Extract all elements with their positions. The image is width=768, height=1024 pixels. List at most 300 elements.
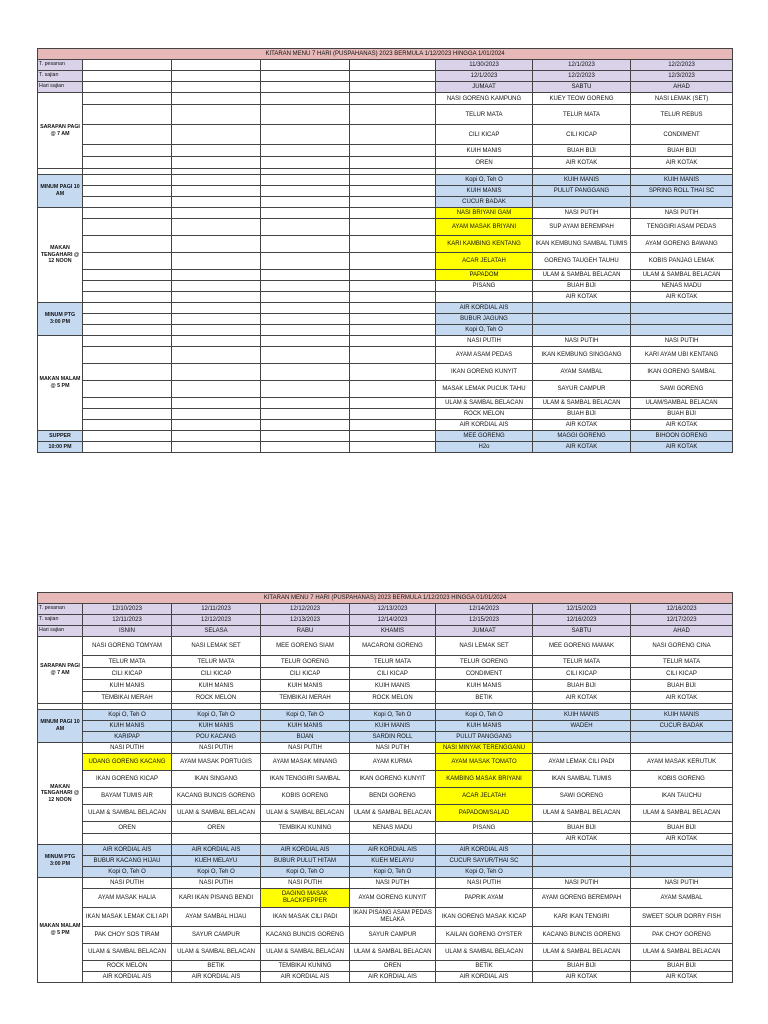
menu-cell: Kopi O, Teh O [436, 867, 533, 878]
menu-cell [533, 732, 631, 743]
menu-row [38, 364, 733, 381]
menu-cell: ULAM & SAMBAL BELACAN [172, 944, 261, 961]
menu-cell [83, 336, 172, 347]
day-row [38, 626, 733, 637]
menu-cell [350, 219, 436, 236]
menu-cell: Kopi O, Teh O [436, 710, 533, 721]
serve-date [83, 71, 172, 82]
menu-cell [350, 292, 436, 303]
menu-cell: KUIH MANIS [533, 175, 631, 186]
menu-cell: PISANG [436, 822, 533, 834]
menu-cell: NASI PUTIH [261, 878, 350, 889]
menu-cell [261, 253, 350, 270]
lunch-section [38, 743, 733, 845]
menu-cell [83, 281, 172, 292]
menu-row [38, 927, 733, 944]
menu-cell: KUIH MANIS [350, 721, 436, 732]
menu-cell: AIR KORDIAL AIS [83, 972, 172, 983]
menu-row [38, 805, 733, 822]
menu-cell: NASI PUTIH [533, 878, 631, 889]
menu-cell [350, 336, 436, 347]
menu-cell [261, 834, 350, 845]
menu-cell: AIR KOTAK [631, 157, 733, 169]
menu-cell: PAK CHOY GORENG [631, 927, 733, 944]
order-date [261, 60, 350, 71]
menu-cell: AIR KOTAK [631, 292, 733, 303]
menu-cell: KUIH MANIS [436, 145, 533, 157]
menu-cell [83, 381, 172, 398]
menu-cell [631, 325, 733, 336]
menu-cell: ROCK MELON [436, 409, 533, 420]
day-name: AHAD [631, 626, 733, 637]
menu-cell: KUIH MANIS [172, 680, 261, 692]
menu-cell [631, 743, 733, 754]
menu-cell: KOBIS PANJAG LEMAK [631, 253, 733, 270]
serve-date: 12/1/2023 [436, 71, 533, 82]
menu-row [38, 867, 733, 878]
menu-cell: BUAH BIJI [631, 145, 733, 157]
menu-cell [350, 186, 436, 197]
menu-cell: Kopi O, Teh O [83, 710, 172, 721]
meal-category-label: SUPPER [38, 431, 83, 442]
menu-cell: KARI AYAM UBI KENTANG [631, 347, 733, 364]
menu-cell: BUAH BIJI [631, 409, 733, 420]
menu-cell: AIR KORDIAL AIS [350, 972, 436, 983]
menu-cell [172, 834, 261, 845]
menu-cell [350, 834, 436, 845]
menu-cell: KAMBING MASAK BRIYANI [436, 771, 533, 788]
menu-cell: ULAM & SAMBAL BELACAN [261, 805, 350, 822]
menu-cell [436, 834, 533, 845]
menu-cell [261, 93, 350, 105]
menu-cell: DAGING MASAK BLACKPEPPER [261, 889, 350, 908]
menu-cell: ULAM & SAMBAL BELACAN [533, 270, 631, 281]
menu-cell: SUP AYAM BEREMPAH [533, 219, 631, 236]
menu-cell: NASI GORENG KAMPUNG [436, 93, 533, 105]
menu-cell: ULAM & SAMBAL BELACAN [533, 944, 631, 961]
menu-cell: AIR KOTAK [533, 442, 631, 453]
meal-category-label: MINUM PTG 3:00 PM [38, 303, 83, 336]
menu-cell: BUAH BIJI [533, 409, 631, 420]
menu-cell: MAGGI GORENG [533, 431, 631, 442]
menu-cell: NASI PUTIH [261, 743, 350, 754]
menu-cell [261, 314, 350, 325]
menu-table-2 [37, 592, 733, 983]
serve-date-row [38, 615, 733, 626]
menu-cell [350, 347, 436, 364]
menu-cell: AIR KOTAK [631, 692, 733, 704]
menu-cell: SAWI GORENG [631, 381, 733, 398]
menu-cell: Kopi O, Teh O [172, 710, 261, 721]
menu-cell: CUCUR BADAK [631, 721, 733, 732]
menu-cell [350, 208, 436, 219]
menu-row [38, 743, 733, 754]
menu-cell: ROCK MELON [83, 961, 172, 972]
menu-cell [172, 253, 261, 270]
menu-cell: BUBUR KACANG HIJAU [83, 856, 172, 867]
menu-cell: TELUR MATA [83, 656, 172, 668]
menu-cell: AYAM GORENG BEREMPAH [533, 889, 631, 908]
day-label: Hari sajian [38, 82, 83, 93]
menu-cell [83, 325, 172, 336]
menu-cell: ULAM & SAMBAL BELACAN [83, 944, 172, 961]
order-date: 12/1/2023 [533, 60, 631, 71]
menu-row [38, 347, 733, 364]
menu-cell: AYAM GORENG BAWANG [631, 236, 733, 253]
menu-cell: MEE GORENG [436, 431, 533, 442]
order-date: 11/30/2023 [436, 60, 533, 71]
menu-cell: SAWI GORENG [533, 788, 631, 805]
menu-cell: AIR KORDIAL AIS [261, 972, 350, 983]
menu-cell [261, 175, 350, 186]
menu-cell [350, 364, 436, 381]
menu-row [38, 668, 733, 680]
menu-cell: AYAM MASAK TOMATO [436, 754, 533, 771]
serve-date-label: T. sajian [38, 71, 83, 82]
menu-cell: CILI KICAP [436, 125, 533, 145]
menu-cell: NENAS MADU [350, 822, 436, 834]
menu-cell: CILI KICAP [83, 668, 172, 680]
menu-cell [83, 442, 172, 453]
menu-cell [350, 431, 436, 442]
order-date: 12/13/2023 [350, 604, 436, 615]
menu-cell: BETIK [436, 692, 533, 704]
menu-cell [83, 208, 172, 219]
menu-cell [261, 236, 350, 253]
menu-cell [83, 398, 172, 409]
menu-cell [172, 398, 261, 409]
menu-row [38, 236, 733, 253]
menu-cell [172, 236, 261, 253]
menu-cell [83, 347, 172, 364]
serve-date: 12/11/2023 [83, 615, 172, 626]
menu-cell [261, 105, 350, 125]
day-row [38, 82, 733, 93]
menu-cell [261, 431, 350, 442]
menu-cell [172, 145, 261, 157]
menu-cell: NASI PUTIH [631, 208, 733, 219]
menu-row [38, 125, 733, 145]
menu-row [38, 336, 733, 347]
menu-cell: NASI GORENG CINA [631, 637, 733, 656]
menu-cell [350, 303, 436, 314]
menu-cell: NASI PUTIH [631, 878, 733, 889]
day-name: SABTU [533, 82, 631, 93]
menu-cell: NASI PUTIH [172, 743, 261, 754]
menu-cell [83, 253, 172, 270]
menu-row [38, 754, 733, 771]
menu-cell: AIR KOTAK [533, 157, 631, 169]
menu-cell [172, 186, 261, 197]
supper-section [38, 431, 733, 453]
menu-cell [350, 145, 436, 157]
menu-cell: IKAN GORENG SAMBAL [631, 364, 733, 381]
menu-cell [261, 325, 350, 336]
order-date [83, 60, 172, 71]
menu-row [38, 710, 733, 721]
serve-date: 12/14/2023 [350, 615, 436, 626]
menu-cell: ACAR JELATAH [436, 788, 533, 805]
order-date-row [38, 604, 733, 615]
menu-row [38, 409, 733, 420]
menu-cell: NASI LEMAK SET [172, 637, 261, 656]
menu-row [38, 856, 733, 867]
menu-cell: NASI BRIYANI GAM [436, 208, 533, 219]
menu-cell [261, 336, 350, 347]
dinner-section [38, 336, 733, 431]
menu-cell: ULAM & SAMBAL BELACAN [631, 805, 733, 822]
menu-cell [533, 867, 631, 878]
menu-cell [261, 186, 350, 197]
menu-cell: SARDIN ROLL [350, 732, 436, 743]
menu-row [38, 431, 733, 442]
order-date: 12/11/2023 [172, 604, 261, 615]
menu-cell: NASI PUTIH [631, 336, 733, 347]
menu-cell: ULAM & SAMBAL BELACAN [436, 944, 533, 961]
menu-cell [172, 125, 261, 145]
breakfast-section [38, 637, 733, 704]
menu-cell [533, 845, 631, 856]
menu-cell: IKAN GORENG KUNYIT [436, 364, 533, 381]
menu-cell: SAYUR CAMPUR [350, 927, 436, 944]
menu-cell [172, 105, 261, 125]
menu-cell [172, 292, 261, 303]
menu-cell [350, 236, 436, 253]
menu-row [38, 732, 733, 743]
menu-cell: KUIH MANIS [631, 710, 733, 721]
menu-cell: BENDI GORENG [350, 788, 436, 805]
menu-cell: IKAN TENGGIRI SAMBAL [261, 771, 350, 788]
day-name: KHAMIS [350, 626, 436, 637]
menu-cell [350, 93, 436, 105]
menu-cell [83, 314, 172, 325]
menu-cell [350, 175, 436, 186]
menu-row [38, 175, 733, 186]
day-name: JUMAAT [436, 626, 533, 637]
menu-cell: MEE GORENG MAMAK [533, 637, 631, 656]
meal-category-label: SARAPAN PAGI @ 7 AM [38, 637, 83, 704]
menu-cell: NENAS MADU [631, 281, 733, 292]
day-name: JUMAAT [436, 82, 533, 93]
menu-row [38, 281, 733, 292]
menu-cell [172, 409, 261, 420]
table-title: KITARAN MENU 7 HARI (PUSPAHANAS) 2023 BERMULA 1/12/2023 HINGGA 01/01/2024 [38, 593, 733, 604]
menu-cell [261, 347, 350, 364]
menu-cell [172, 420, 261, 431]
menu-cell [261, 409, 350, 420]
menu-row [38, 771, 733, 788]
menu-cell [83, 834, 172, 845]
dinner-section [38, 878, 733, 983]
menu-cell [83, 431, 172, 442]
menu-cell: CILI KICAP [261, 668, 350, 680]
meal-category-label: MINUM PAGI 10 AM [38, 175, 83, 208]
menu-cell [172, 157, 261, 169]
menu-cell: KUIH MANIS [533, 710, 631, 721]
menu-cell: KACANG BUNCIS GORENG [533, 927, 631, 944]
menu-cell: NASI PUTIH [436, 878, 533, 889]
menu-cell: AIR KORDIAL AIS [83, 845, 172, 856]
menu-cell [172, 431, 261, 442]
menu-row [38, 208, 733, 219]
menu-cell [631, 197, 733, 208]
menu-cell [83, 409, 172, 420]
menu-cell [83, 270, 172, 281]
menu-row [38, 314, 733, 325]
menu-row [38, 219, 733, 236]
menu-cell [83, 197, 172, 208]
menu-cell [172, 347, 261, 364]
menu-cell [350, 409, 436, 420]
menu-cell: AYAM GORENG KUNYIT [350, 889, 436, 908]
menu-cell: AIR KOTAK [631, 420, 733, 431]
menu-cell [172, 303, 261, 314]
menu-cell: BUAH BIJI [533, 145, 631, 157]
menu-cell [261, 270, 350, 281]
menu-cell: IKAN MASAK LEMAK CILI API [83, 908, 172, 927]
day-name: SELASA [172, 626, 261, 637]
afternoon-tea-section [38, 303, 733, 336]
menu-cell: ULAM & SAMBAL BELACAN [172, 805, 261, 822]
menu-cell [350, 253, 436, 270]
menu-cell: MASAK LEMAK PUCUK TAHU [436, 381, 533, 398]
menu-cell [350, 281, 436, 292]
menu-cell: AYAM LEMAK CILI PADI [533, 754, 631, 771]
menu-cell: KUEH MELAYU [350, 856, 436, 867]
menu-row [38, 381, 733, 398]
menu-cell: BUAH BIJI [631, 961, 733, 972]
order-date: 12/16/2023 [631, 604, 733, 615]
menu-cell: TELUR MATA [172, 656, 261, 668]
menu-cell: AIR KOTAK [533, 420, 631, 431]
menu-cell: CUCUR SAYUR/THAI SC [436, 856, 533, 867]
menu-cell: AIR KORDIAL AIS [436, 303, 533, 314]
menu-row [38, 878, 733, 889]
serve-date: 12/12/2023 [172, 615, 261, 626]
menu-cell: TENGGIRI ASAM PEDAS [631, 219, 733, 236]
menu-cell [261, 381, 350, 398]
menu-row [38, 944, 733, 961]
menu-cell: AIR KOTAK [631, 442, 733, 453]
menu-row [38, 93, 733, 105]
menu-cell [533, 856, 631, 867]
serve-date: 12/15/2023 [436, 615, 533, 626]
menu-row [38, 656, 733, 668]
menu-cell: KOBIS GORENG [261, 788, 350, 805]
menu-cell: BUAH BIJI [533, 680, 631, 692]
menu-cell: Kopi O, Teh O [350, 710, 436, 721]
menu-cell [350, 442, 436, 453]
menu-row [38, 253, 733, 270]
order-date: 12/2/2023 [631, 60, 733, 71]
table-title-row [38, 593, 733, 604]
menu-cell [83, 420, 172, 431]
menu-cell: KACANG BUNCIS GORENG [172, 788, 261, 805]
menu-cell: KUIH MANIS [350, 680, 436, 692]
menu-cell [261, 420, 350, 431]
menu-cell: PISANG [436, 281, 533, 292]
menu-cell: AIR KOTAK [533, 292, 631, 303]
meal-category-label: MAKAN TENGAHARI @ 12 NOON [38, 743, 83, 845]
menu-cell: BUAH BIJI [533, 822, 631, 834]
menu-cell: NASI LEMAK SET [436, 637, 533, 656]
serve-date-row [38, 71, 733, 82]
menu-cell [172, 93, 261, 105]
menu-cell: AIR KOTAK [533, 834, 631, 845]
menu-cell [533, 743, 631, 754]
menu-cell: POU KACANG [172, 732, 261, 743]
menu-cell [350, 314, 436, 325]
menu-row [38, 972, 733, 983]
meal-category-label: MAKAN MALAM @ 5 PM [38, 878, 83, 983]
menu-row [38, 105, 733, 125]
menu-cell: IKAN TAUCHU [631, 788, 733, 805]
menu-row [38, 961, 733, 972]
menu-cell [172, 219, 261, 236]
menu-cell: ULAM & SAMBAL BELACAN [83, 805, 172, 822]
menu-cell: ROCK MELON [172, 692, 261, 704]
menu-cell: IKAN MASAK CILI PADI [261, 908, 350, 927]
menu-cell: BETIK [436, 961, 533, 972]
meal-category-label: MAKAN MALAM @ 5 PM [38, 336, 83, 431]
menu-cell [350, 157, 436, 169]
menu-cell [172, 364, 261, 381]
day-name: SABTU [533, 626, 631, 637]
day-name: AHAD [631, 82, 733, 93]
serve-date: 12/16/2023 [533, 615, 631, 626]
menu-cell: ULAM & SAMBAL BELACAN [631, 944, 733, 961]
menu-cell: IKAN SINGANG [172, 771, 261, 788]
menu-cell: KACANG BUNCIS GORENG [261, 927, 350, 944]
menu-cell: Kopi O, Teh O [261, 867, 350, 878]
menu-cell: AYAM SAMBAL [533, 364, 631, 381]
menu-cell: KUIH MANIS [436, 186, 533, 197]
menu-cell: NASI PUTIH [172, 878, 261, 889]
menu-cell: PAPADOM [436, 270, 533, 281]
menu-row [38, 303, 733, 314]
menu-cell: CILI KICAP [533, 125, 631, 145]
menu-cell [172, 381, 261, 398]
menu-cell: NASI MINYAK TERENGGANU [436, 743, 533, 754]
order-date-label: T. pesanan [38, 60, 83, 71]
menu-cell: KUIH MANIS [83, 680, 172, 692]
menu-cell: Kopi O, Teh O [436, 325, 533, 336]
menu-row [38, 822, 733, 834]
day-name [350, 82, 436, 93]
menu-cell: OREN [350, 961, 436, 972]
order-date [172, 60, 261, 71]
menu-cell: WADEH [533, 721, 631, 732]
menu-cell [83, 175, 172, 186]
menu-cell [83, 145, 172, 157]
menu-cell: BUAH BIJI [533, 281, 631, 292]
menu-row [38, 908, 733, 927]
menu-cell [261, 145, 350, 157]
table-title-row [38, 49, 733, 60]
menu-cell [350, 420, 436, 431]
serve-date-label: T. sajian [38, 615, 83, 626]
menu-cell: AYAM MASAK MINANG [261, 754, 350, 771]
order-date-row [38, 60, 733, 71]
meal-category-label: MAKAN TENGAHARI @ 12 NOON [38, 208, 83, 303]
menu-cell [350, 105, 436, 125]
breakfast-section [38, 93, 733, 169]
serve-date: 12/13/2023 [261, 615, 350, 626]
menu-cell: TELUR MATA [436, 105, 533, 125]
menu-cell [436, 292, 533, 303]
menu-cell: NASI PUTIH [436, 336, 533, 347]
menu-cell [350, 270, 436, 281]
